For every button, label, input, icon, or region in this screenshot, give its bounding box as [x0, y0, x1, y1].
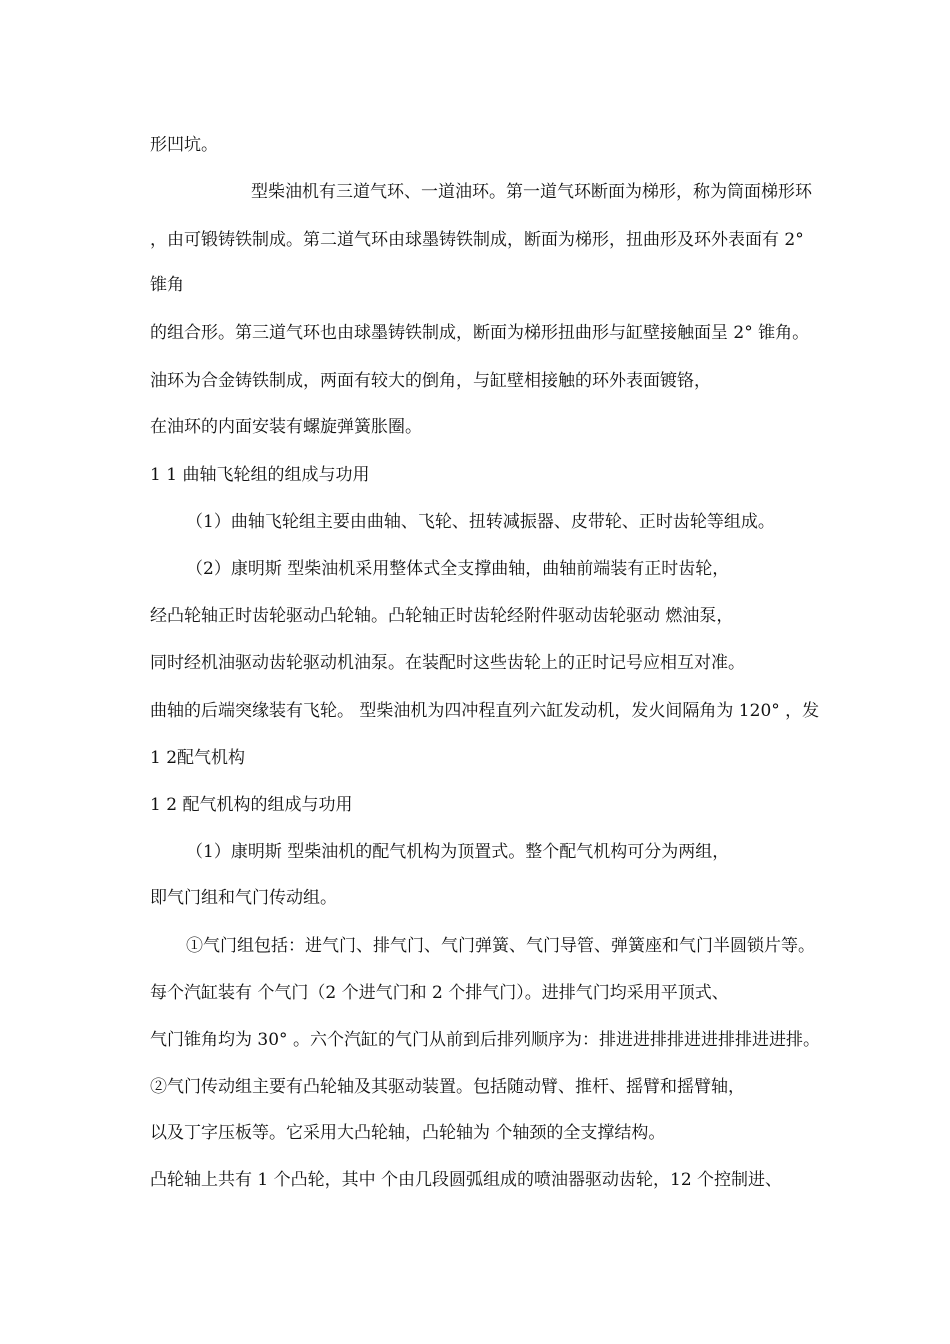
- text-line: 每个汽缸装有 个气门（2 个进气门和 2 个排气门）。进排气门均采用平顶式、: [150, 983, 729, 1003]
- text-line: 型柴油机有三道气环、一道油环。第一道气环断面为梯形，称为筒面梯形环: [251, 182, 812, 202]
- text-line: 的组合形。第三道气环也由球墨铸铁制成，断面为梯形扭曲形与缸壁接触面呈 2° 锥角。: [150, 323, 810, 343]
- text-line: 油环为合金铸铁制成，两面有较大的倒角，与缸壁相接触的环外表面镀铬，: [150, 371, 711, 391]
- text-line: 凸轮轴上共有 1 个凸轮，其中 个由几段圆弧组成的喷油器驱动齿轮，12 个控制进、: [150, 1170, 783, 1190]
- section-heading: 1 2配气机构: [150, 748, 246, 768]
- text-line: ，由可锻铸铁制成。第二道气环由球墨铸铁制成，断面为梯形，扭曲形及环外表面有 2°: [150, 230, 804, 250]
- text-line: 即气门组和气门传动组。: [150, 888, 337, 908]
- text-line: 在油环的内面安装有螺旋弹簧胀圈。: [150, 417, 422, 437]
- text-line: 锥角: [150, 275, 184, 295]
- text-line: 曲轴的后端突缘装有飞轮。 型柴油机为四冲程直列六缸发动机，发火间隔角为 120° ，发: [150, 701, 820, 721]
- text-line: 以及丁字压板等。它采用大凸轮轴，凸轮轴为 个轴颈的全支撑结构。: [150, 1123, 666, 1143]
- text-line: （2）康明斯 型柴油机采用整体式全支撑曲轴，曲轴前端装有正时齿轮，: [186, 559, 730, 579]
- text-line: 气门锥角均为 30° 。六个汽缸的气门从前到后排列顺序为：排进进排排进进排排进进排。: [150, 1030, 820, 1050]
- text-line: 形凹坑。: [150, 135, 218, 155]
- text-line: 经凸轮轴正时齿轮驱动凸轮轴。凸轮轴正时齿轮经附件驱动齿轮驱动 燃油泵，: [150, 606, 734, 626]
- section-heading: 1 1 曲轴飞轮组的组成与功用: [150, 465, 370, 485]
- text-line: ①气门组包括：进气门、排气门、气门弹簧、气门导管、弹簧座和气门半圆锁片等。: [186, 936, 815, 956]
- section-heading: 1 2 配气机构的组成与功用: [150, 795, 353, 815]
- text-line: 同时经机油驱动齿轮驱动机油泵。在装配时这些齿轮上的正时记号应相互对准。: [150, 653, 745, 673]
- text-line: （1）曲轴飞轮组主要由曲轴、飞轮、扭转减振器、皮带轮、正时齿轮等组成。: [186, 512, 775, 532]
- text-line: （1）康明斯 型柴油机的配气机构为顶置式。整个配气机构可分为两组，: [186, 842, 730, 862]
- text-line: ②气门传动组主要有凸轮轴及其驱动装置。包括随动臂、推杆、摇臂和摇臂轴，: [150, 1077, 745, 1097]
